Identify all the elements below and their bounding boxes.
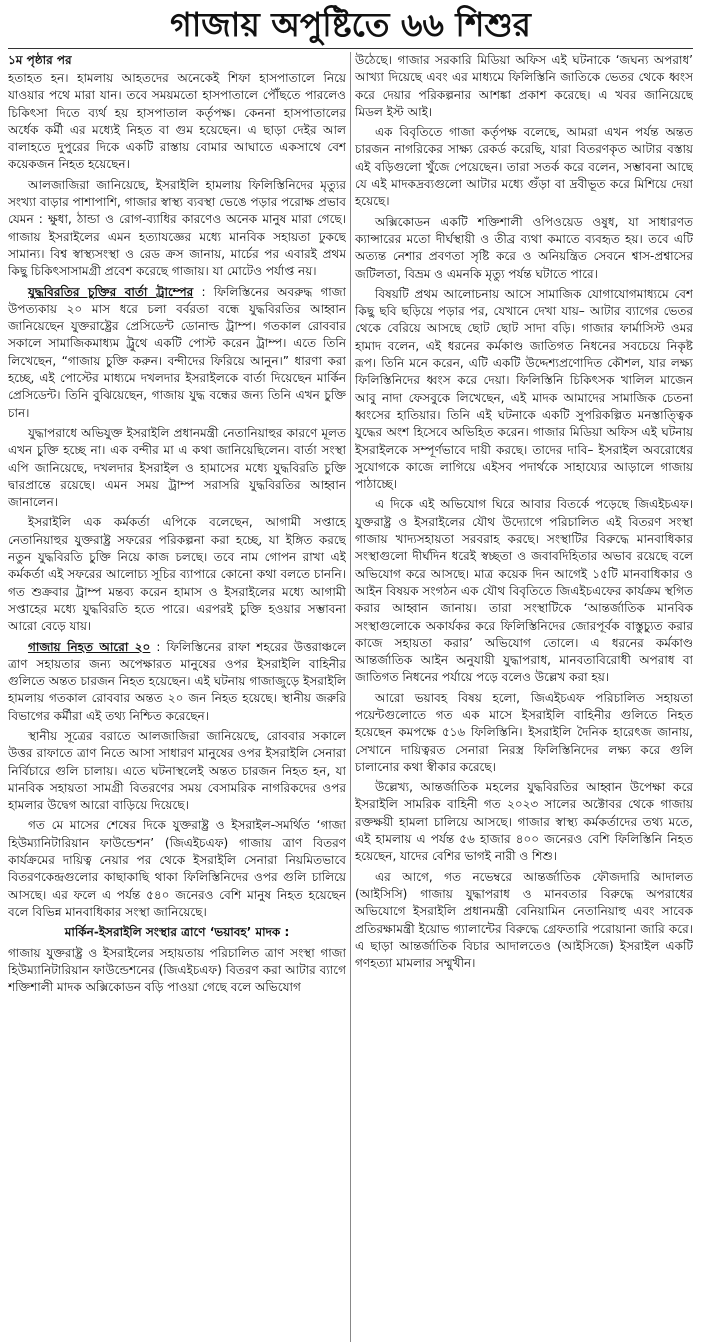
headline-rule xyxy=(8,48,693,49)
article-headline: গাজায় অপুষ্টিতে ৬৬ শিশুর xyxy=(170,5,531,44)
paragraph: স্থানীয় সূত্রের বরাতে আলজাজিরা জানিয়েছে, রোববার সকালে উত্তর রাফাতে ত্রাণ নিতে আসা সাধারণ মানুষের ওপর ইসরাইলি সেনারা নির্বিচারে গুলি চালায়। এতে ঘটনাস্থলেই অন্তত চারজন নিহত হন, যা মানবিক সহায়তা সামগ্রী বিতরণের সময় বেসামরিক নাগরিকদের ওপর হামলার উদ্বেগ আরো বাড়িয়ে দিয়েছে। xyxy=(8,728,346,813)
paragraph: এর আগে, গত নভেম্বরে আন্তর্জাতিক ফৌজদারি আদালত (আইসিসি) গাজায় যুদ্ধাপরাধ ও মানবতার বিরুদ্ধে অপরাধের অভিযোগে ইসরাইলি প্রধানমন্ত্রী বেনিয়ামিন নেতানিয়াহু এবং সাবেক প্রতিরক্ষামন্ত্রী ইয়োভ গ্যালান্টের বিরুদ্ধে গ্রেফতারি পরোয়ানা জারি করে। এ ছাড়া আন্তর্জাতিক বিচার আদালতেও (আইসিজে) ইসরাইল একটি গণহত্যা মামলার সম্মুখীন। xyxy=(355,869,693,971)
continued-from-label: ১ম পৃষ্ঠার পর xyxy=(8,53,72,67)
column-right xyxy=(355,52,693,1342)
paragraph: এক বিবৃতিতে গাজা কর্তৃপক্ষ বলেছে, আমরা এখন পর্যন্ত অন্তত চারজন নাগরিকের সাক্ষ্য রেকর্ড করেছি, যারা বিতরণকৃত আটার বস্তায় এই বড়িগুলো খুঁজে পেয়েছেন। তারা সতর্ক করে বলেন, সম্ভাবনা আছে যে এই মাদকদ্রব্যগুলো আটার মধ্যে গুঁড়া বা দ্রবীভূত করে মিশিয়ে দেয়া হয়েছে। xyxy=(355,125,693,209)
paragraph: বিষয়টি প্রথম আলোচনায় আসে সামাজিক যোগাযোগমাধ্যমে বেশ কিছু ছবি ছড়িয়ে পড়ার পর, যেখানে দেখা যায়– আটার ব্যাগের ভেতর থেকে বেরিয়ে আসছে ছোট ছোট সাদা বড়ি। গাজার ফার্মাসিস্ট ওমর হামাদ বলেন, এই ধরনের কর্মকাণ্ড জাতিগত নিধনের সবচেয়ে নিকৃষ্ট রূপ। তিনি মনে করেন, এটি একটি উদ্দেশ্যপ্রণোদিত কৌশল, যার লক্ষ্য ফিলিস্তিনিদের ধ্বংস করে দেয়া। ফিলিস্তিনি চিকিৎসক খালিল মাজেন আবু নাদা ফেসবুকে লিখেছেন, এই মাদক আমাদের সামাজিক চেতনা ধ্বংসের হাতিয়ার। তিনি এই ঘটনাকে একটি সুপরিকল্পিত মনস্তাত্ত্বিক যুদ্ধের অংশ হিসেবে অভিহিত করেন। গাজার মিডিয়া অফিস এই ঘটনায় ইসরাইলকে সম্পূর্ণভাবে দায়ী করছে। তাদের দাবি– ইসরাইল অবরোধের সুযোগকে কাজে লাগিয়ে এইসব পদার্থকে সাহায্যের আড়ালে গাজায় পাঠাচ্ছে। xyxy=(355,286,693,492)
paragraph: যুদ্ধাপরাধে অভিযুক্ত ইসরাইলি প্রধানমন্ত্রী নেতানিয়াহুর কারণে মূলত এখন চুক্তি হচ্ছে না। এক বন্দীর মা এ কথা জানিয়েছিলেন। বার্তা সংস্থা এপি জানিয়েছে, দখলদার ইসরাইল ও হামাসের মধ্যে যুদ্ধবিরতি চুক্তি দ্বারপ্রান্তে রয়েছে। এমন সময় ট্রাম্প সরাসরি যুদ্ধবিরতির আহ্বান জানালেন। xyxy=(8,425,346,510)
paragraph: গাজায় যুক্তরাষ্ট্র ও ইসরাইলের সহায়তায় পরিচালিত ত্রাণ সংস্থা গাজা হিউম্যানিটারিয়ান ফাউন্ডেশনের (জিএইচএফ) বিতরণ করা আটার ব্যাগে শক্তিশালী মাদক অক্সিকোডন বড়ি পাওয়া গেছে বলে অভিযোগ xyxy=(8,945,346,995)
column-left xyxy=(8,52,346,1342)
section-lead-trump: যুদ্ধবিরতির চুক্তির বার্তা ট্রাম্পের xyxy=(28,284,194,299)
paragraph: উঠেছে। গাজার সরকারি মিডিয়া অফিস এই ঘটনাকে ‘জঘন্য অপরাধ’ আখ্যা দিয়েছে এবং এর মাধ্যমে ফিলিস্তিনি জাতিকে ভেতর থেকে ধ্বংস করে দেয়ার পরিকল্পনার আশঙ্কা প্রকাশ করেছে। এ খবর জানিয়েছে মিডল ইস্ট আই। xyxy=(355,53,693,119)
paragraph: অক্সিকোডন একটি শক্তিশালী ওপিওয়েড ওষুধ, যা সাধারণত ক্যান্সারের মতো দীর্ঘস্থায়ী ও তীব্র ব্যথা কমাতে ব্যবহৃত হয়। তবে এটি অত্যন্ত নেশার প্রবণতা সৃষ্টি করে ও অনিয়ন্ত্রিত সেবনে শ্বাস-প্রশ্বাসের জটিলতা, বিভ্রম ও এমনকি মৃত্যু পর্যন্ত ঘটাতে পারে। xyxy=(355,214,693,281)
paragraph: আলজাজিরা জানিয়েছে, ইসরাইলি হামলায় ফিলিস্তিনিদের মৃত্যুর সংখ্যা বাড়ার পাশাপাশি, গাজার স্বাস্থ্য ব্যবস্থা ভেঙে পড়ার পরোক্ষ প্রভাব যেমন : ক্ষুধা, ঠান্ডা ও রোগ-ব্যাধির কারণেও অনেক মানুষ মারা গেছে। গাজায় ইসরাইলের এমন হত্যাযজ্ঞের মধ্যে মানবিক সহায়তা ঢুকছে সামান্য। বিশ্ব স্বাস্থ্যসংস্থা ও রেড ক্রস জানায়, মার্চের পর এবারই প্রথম কিছু চিকিৎসাসামগ্রী প্রবেশ করেছে গাজায়। যা মোটেও পর্যাপ্ত নয়। xyxy=(8,177,346,279)
paragraph: এ দিকে এই অভিযোগ ঘিরে আবার বিতর্কে পড়েছে জিএইচএফ। যুক্তরাষ্ট্র ও ইসরাইলের যৌথ উদ্যোগে পরিচালিত এই বিতরণ সংস্থা গাজায় খাদ্যসহায়তা সরবরাহ করছে। সংস্থাটির বিরুদ্ধে মানবাধিকার সংস্থাগুলো দীর্ঘদিন ধরেই স্বচ্ছতা ও জবাবদিহিতার অভাব রয়েছে বলে অভিযোগ করে আসছে। মাত্র কয়েক দিন আগেই ১৫টি মানবাধিকার ও আইন বিষয়ক সংগঠন এক যৌথ বিবৃতিতে জিএইচএফের কার্যক্রম স্থগিত করার আহ্বান জানায়। তারা সংস্থাটিকে ‘আন্তর্জাতিক মানবিক সংস্থাগুলোকে অকার্যকর করে ফিলিস্তিনিদের জোরপূর্বক বাস্তুচ্যুত করার কাজে সহায়তা করার’ অভিযোগ তোলে। এ ধরনের কর্মকাণ্ড আন্তর্জাতিক আইন অনুযায়ী যুদ্ধাপরাধ, মানবতাবিরোধী অপরাধ বা জাতিগত নিধনের পর্যায়ে পড়ে বলেও উল্লেখ করা হয়। xyxy=(355,497,693,685)
column-divider xyxy=(350,52,351,1342)
paragraph: ইসরাইলি এক কর্মকর্তা এপিকে বলেছেন, আগামী সপ্তাহে নেতানিয়াহুর যুক্তরাষ্ট্র সফরের পরিকল্পনা করা হচ্ছে, যা ইঙ্গিত করছে নতুন যুদ্ধবিরতি চুক্তি নিয়ে কাজ চলছে। তবে নাম গোপন রাখা এই কর্মকর্তা এই সফরের আলোচ্য সূচির ব্যাপারে কোনো কথা বলতে চাননি। গত শুক্রবার ট্রাম্প মন্তব্য করেন হামাস ও ইসরাইলের মধ্যে আগামী সপ্তাহের মধ্যে যুদ্ধবিরতি হতে পারে। এরপরই চুক্তি হওয়ার সম্ভাবনা আরো বেড়ে যায়। xyxy=(8,515,346,634)
subheading-drug: মার্কিন-ইসরাইলি সংস্থার ত্রাণে ‘ভয়াবহ’ মাদক : xyxy=(64,925,290,940)
paragraph-section-killed xyxy=(8,639,346,725)
paragraph: আরো ভয়াবহ বিষয় হলো, জিএইচএফ পরিচালিত সহায়তা পয়েন্টগুলোতে গত এক মাসে ইসরাইলি বাহিনীর গুলিতে নিহত হয়েছেন কমপক্ষে ৫১৬ ফিলিস্তিনি। ইসরাইলি দৈনিক হারেৎজ জানায়, সেখানে দায়িত্বরত সেনারা নিরস্ত্র ফিলিস্তিনিদের লক্ষ্য করে গুলি চালানোর কথা স্বীকার করেছে। xyxy=(355,690,693,774)
paragraph: গত মে মাসের শেষের দিকে যুক্তরাষ্ট্র ও ইসরাইল-সমর্থিত ‘গাজা হিউম্যানিটারিয়ান ফাউন্ডেশন’ (জিএইচএফ) গাজায় ত্রাণ বিতরণ কার্যক্রমের দায়িত্ব নেয়ার পর থেকে ইসরাইলি সেনারা নিয়মিতভাবে বিতরণকেন্দ্রগুলোর কাছাকাছি থাকা ফিলিস্তিনিদের ওপর গুলি চালিয়ে আসছে। এর ফলে এ পর্যন্ত ৫৪০ জনেরও বেশি মানুষ নিহত হয়েছেন বলে বিভিন্ন মানবাধিকার সংস্থা জানিয়েছে। xyxy=(8,818,346,919)
article-columns xyxy=(8,52,693,1342)
paragraph-section-trump xyxy=(8,284,346,422)
paragraph: হতাহত হন। হামলায় আহতদের অনেকেই শিফা হাসপাতালে নিয়ে যাওয়ার পথে মারা যান। তবে সময়মতো হাসপাতালে পৌঁছতে পারলেও চিকিৎসা দিতে ব্যর্থ হয় হাসপাতাল কর্তৃপক্ষ। কেননা হাসপাতালের অর্ধেক কর্মী এর মধ্যেই নিহত বা গুম হয়েছেন। এ ছাড়া দেইর আল বালাহতে দুপুরের দিকে একটি রাস্তায় বোমার আঘাতে একসাথে বেশ কয়েকজন নিহত হয়েছেন। xyxy=(8,71,346,172)
section-lead-killed: গাজায় নিহত আরো ২০ xyxy=(28,639,151,654)
section-text: : ফিলিস্তিনের রাফা শহরের উত্তরাঞ্চলে ত্রাণ সহায়তার জন্য অপেক্ষারত মানুষের ওপর ইসরাইলি বাহিনীর গুলিতে অন্তত চারজন নিহত হয়েছেন। এই ঘটনায় গাজাজুড়ে ইসরাইলি হামলায় গতকাল রোববার অন্তত ২০ জন নিহত হয়েছে। স্থানীয় জরুরি বিভাগের কর্মীরা এই তথ্য নিশ্চিত করেছেন। xyxy=(8,639,346,723)
paragraph: উল্লেখ্য, আন্তর্জাতিক মহলের যুদ্ধবিরতির আহ্বান উপেক্ষা করে ইসরাইলি সামরিক বাহিনী গত ২০২৩ সালের অক্টোবর থেকে গাজায় রক্তক্ষয়ী হামলা চালিয়ে আসছে। গাজার স্বাস্থ্য কর্মকর্তাদের তথ্য মতে, এই হামলায় এ পর্যন্ত ৫৬ হাজার ৪০০ জনেরও বেশি ফিলিস্তিনি নিহত হয়েছেন, যাদের বেশির ভাগই নারী ও শিশু। xyxy=(355,780,693,864)
section-text: : ফিলিস্তিনের অবরুদ্ধ গাজা উপত্যকায় ২০ মাস ধরে চলা বর্বরতা বন্ধে যুদ্ধবিরতির আহ্বান জানিয়েছেন যুক্তরাষ্ট্রের প্রেসিডেন্ট ডোনাল্ড ট্রাম্প। গতকাল রোববার সকালে সামাজিকমাধ্যম ট্রুথে একটি পোস্ট করেন ট্রাম্প। এতে তিনি লিখেছেন, “গাজায় চুক্তি করুন। বন্দীদের ফিরিয়ে আনুন।” ধারণা করা হচ্ছে, এই পোস্টের মাধ্যমে দখলদার ইসরাইলকে বার্তা দিয়েছেন মার্কিন প্রেসিডেন্ট। তিনি বুঝিয়েছেন, গাজায় যুদ্ধ বন্ধের জন্য তিনি এখন চুক্তি চান। xyxy=(8,284,346,420)
